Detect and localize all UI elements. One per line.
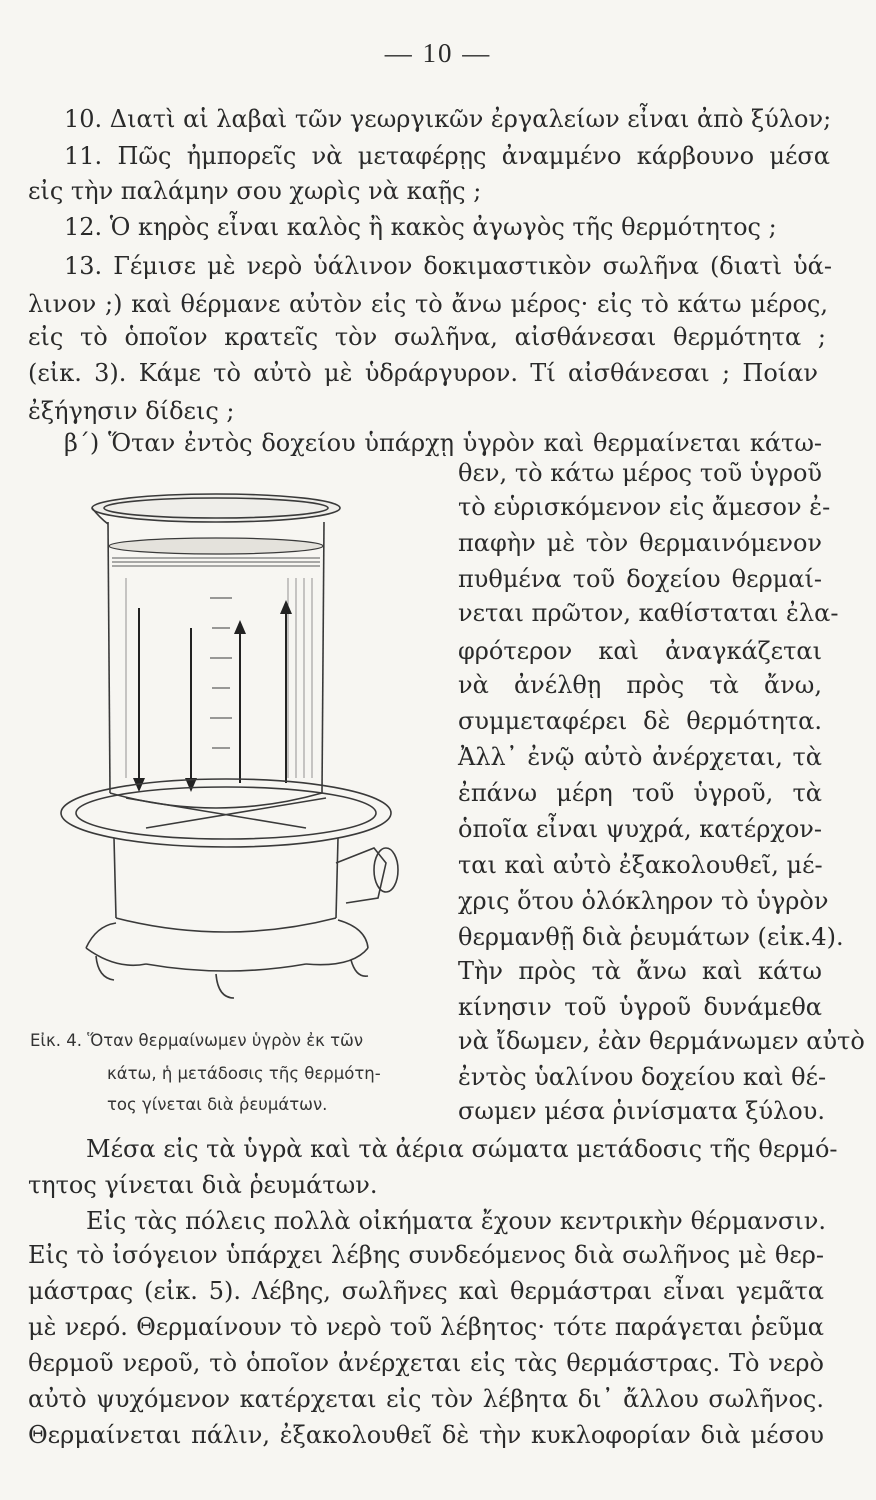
paragraph-2-line-5: θερμοῦ νεροῦ, τὸ ὁποῖον ἀνέρχεται εἰς τὰς θερμάστρας. Τὸ νερὸ (28, 1349, 824, 1377)
side-text-line: τὸ εὑρισκόμενον εἰς ἄμεσον ἐ- (458, 493, 831, 521)
paragraph-1-line-1: Μέσα εἰς τὰ ὑγρὰ καὶ τὰ ἀέρια σώματα μετάδοσις τῆς θερμό- (86, 1135, 838, 1163)
paragraph-1-line-2: τητος γίνεται διὰ ῥευμάτων. (28, 1171, 378, 1199)
side-text-line: παφὴν μὲ τὸν θερμαινόμενον (458, 529, 822, 557)
figure-caption-line-2: κάτω, ἡ μετάδοσις τῆς θερμότη- (107, 1064, 381, 1083)
paragraph-2-line-3: μάστρας (εἰκ. 5). Λέβης, σωλῆνες καὶ θερμάστραι εἶναι γεμᾶτα (28, 1277, 824, 1305)
paragraph-2-line-4: μὲ νερό. Θερμαίνουν τὸ νερὸ τοῦ λέβητος· τότε παράγεται ῥεῦμα (28, 1313, 824, 1341)
figure-caption-line-1: Εἰκ. 4. Ὅταν θερμαίνωμεν ὑγρὸν ἐκ τῶν (30, 1031, 364, 1050)
paragraph-2-line-6: αὐτὸ ψυχόμενον κατέρχεται εἰς τὸν λέβητα δι᾽ ἄλλου σωλῆνος. (28, 1385, 824, 1413)
side-text-line: νὰ ἀνέλθῃ πρὸς τὰ ἄνω, (458, 671, 822, 699)
side-text-line: ἐπάνω μέρη τοῦ ὑγροῦ, τὰ (458, 779, 822, 807)
question-10: 10. Διατὶ αἱ λαβαὶ τῶν γεωργικῶν ἐργαλείων εἶναι ἀπὸ ξύλον; (64, 105, 832, 133)
beaker-on-stand-figure (56, 478, 456, 1028)
question-13-line-4: (εἰκ. 3). Κάμε τὸ αὐτὸ μὲ ὑδράργυρον. Τί αἰσθάνεσαι ; Ποίαν (28, 359, 818, 387)
side-text-line: νεται πρῶτον, καθίσταται ἐλα- (458, 599, 839, 627)
side-text-line: Τὴν πρὸς τὰ ἄνω καὶ κάτω (458, 957, 822, 985)
question-13-line-1: 13. Γέμισε μὲ νερὸ ὑάλινον δοκιμαστικὸν σωλῆνα (διατὶ ὑά- (64, 252, 832, 280)
side-text-line: φρότερον καὶ ἀναγκάζεται (458, 637, 822, 665)
side-text-line: ἐντὸς ὑαλίνου δοχείου καὶ θέ- (458, 1063, 827, 1091)
side-text-line: θεν, τὸ κάτω μέρος τοῦ ὑγροῦ (458, 459, 822, 487)
page-number: — 10 — (384, 38, 492, 68)
figure-caption-line-3: τος γίνεται διὰ ῥευμάτων. (107, 1095, 328, 1114)
question-13-line-5: ἐξήγησιν δίδεις ; (28, 397, 235, 425)
section-b-first-line: β΄) Ὅταν ἐντὸς δοχείου ὑπάρχῃ ὑγρὸν καὶ θερμαίνεται κάτω- (64, 429, 822, 457)
paragraph-2-line-7: Θερμαίνεται πάλιν, ἐξακολουθεῖ δὲ τὴν κυκλοφορίαν διὰ μέσου (28, 1421, 824, 1449)
paragraph-2-line-2: Εἰς τὸ ἰσόγειον ὑπάρχει λέβης συνδεόμενος διὰ σωλῆνος μὲ θερ- (28, 1241, 824, 1269)
side-text-line: θερμανθῇ διὰ ῥευμάτων (εἰκ.4). (458, 923, 844, 951)
side-text-line: σωμεν μέσα ῥινίσματα ξύλου. (458, 1097, 825, 1125)
question-12: 12. Ὁ κηρὸς εἶναι καλὸς ἢ κακὸς ἀγωγὸς τῆς θερμότητος ; (64, 213, 777, 241)
question-11-line-1: 11. Πῶς ἠμπορεῖς νὰ μεταφέρῃς ἀναμμένο κάρβουνο μέσα (64, 142, 830, 170)
question-11-line-2: εἰς τὴν παλάμην σου χωρὶς νὰ καῇς ; (28, 177, 482, 205)
question-13-line-3: εἰς τὸ ὁποῖον κρατεῖς τὸν σωλῆνα, αἰσθάνεσαι θερμότητα ; (28, 323, 826, 351)
side-text-line: χρις ὅτου ὁλόκληρον τὸ ὑγρὸν (458, 887, 829, 915)
side-text-line: Ἀλλ᾽ ἐνῷ αὐτὸ ἀνέρχεται, τὰ (458, 743, 822, 771)
side-text-line: πυθμένα τοῦ δοχείου θερμαί- (458, 565, 822, 593)
side-text-line: κίνησιν τοῦ ὑγροῦ δυνάμεθα (458, 993, 822, 1021)
side-text-line: νὰ ἴδωμεν, ἐὰν θερμάνωμεν αὐτὸ (458, 1027, 865, 1055)
side-text-line: ται καὶ αὐτὸ ἐξακολουθεῖ, μέ- (458, 851, 823, 879)
question-13-line-2: λινον ;) καὶ θέρμανε αὐτὸν εἰς τὸ ἄνω μέρος· εἰς τὸ κάτω μέρος, (28, 290, 828, 318)
side-text-line: ὁποῖα εἶναι ψυχρά, κατέρχον- (458, 815, 822, 843)
paragraph-2-line-1: Εἰς τὰς πόλεις πολλὰ οἰκήματα ἔχουν κεντρικὴν θέρμανσιν. (86, 1207, 826, 1235)
side-text-line: συμμεταφέρει δὲ θερμότητα. (458, 707, 822, 735)
